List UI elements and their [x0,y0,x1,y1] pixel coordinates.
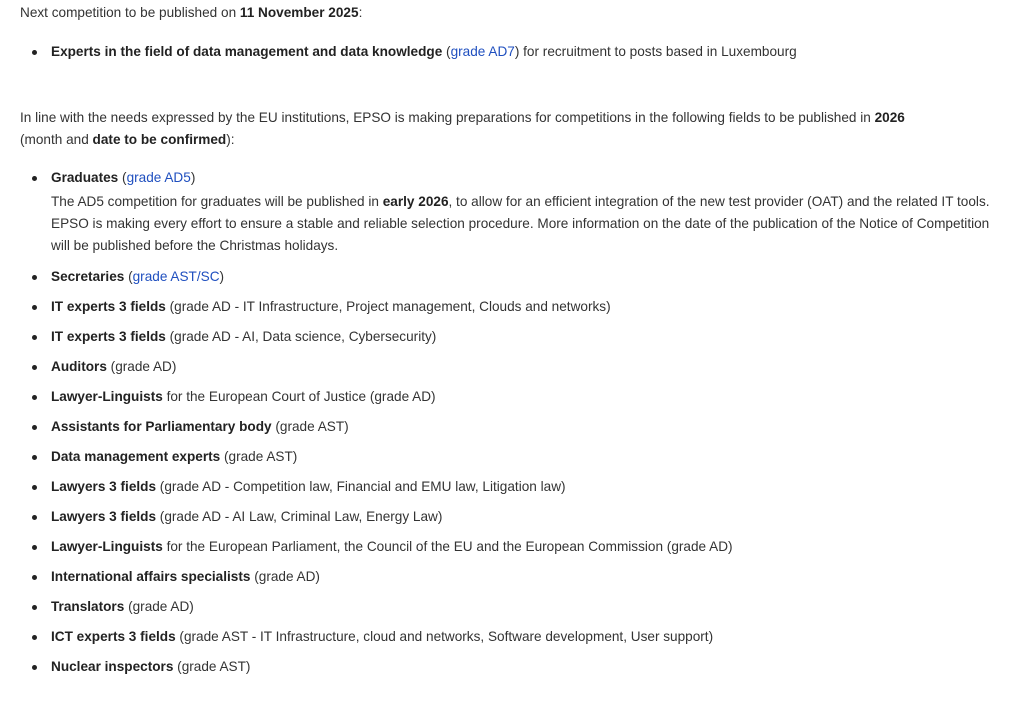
bullet-icon [32,446,38,468]
bullet-icon [32,41,38,63]
list-item-title: Translators [51,599,125,614]
list-item-title: Lawyers 3 fields [51,479,157,494]
bullet-icon [32,167,38,189]
list-item-title: Lawyer-Linguists [51,539,163,554]
list-item [20,656,995,678]
list-item-title: IT experts 3 fields [51,299,166,314]
list-item-title: Graduates [51,170,119,185]
list-item-title: Assistants for Parliamentary body [51,419,272,434]
bullet-icon [32,386,38,408]
bullet-icon [32,296,38,318]
list-item [20,326,995,348]
list-item [20,536,995,558]
bullet-icon [32,536,38,558]
list-item [20,596,995,618]
bullet-icon [32,476,38,498]
list-item-detail: (grade AD) [106,359,177,374]
bullet-icon [32,326,38,348]
graduates-description: The AD5 competition for graduates will be published in early 2026, to allow for an efficient integration of the new test provider (OAT) and the related IT tools. EPSO is making every effort to ensure a stable and reliable selection procedure. More information on the date of the publication of the Notice of Competition will be published before the Christmas holidays. [51,194,990,253]
list-item-detail: (grade AD - IT Infrastructure, Project management, Clouds and networks) [165,299,611,314]
next-competition-intro [20,2,995,24]
list-item-title: Nuclear inspectors [51,659,174,674]
list-item: Experts in the field of data management and data knowledge (grade AD7) for recruitment to posts based in Luxembourg [20,41,995,63]
list-item-detail: ) for recruitment to posts based in Luxembourg [514,44,797,59]
list-item-detail: (grade AD) [124,599,194,614]
list-item-detail: (grade AD - Competition law, Financial and EMU law, Litigation law) [156,479,566,494]
bullet-icon [32,626,38,648]
list-item [20,416,995,438]
date-to-be-confirmed: date to be confirmed [92,132,227,147]
early-2026: early 2026 [382,194,449,209]
list-item-detail: for the European Court of Justice (grade AD) [162,389,436,404]
bullet-icon [32,566,38,588]
list-item-title: Lawyer-Linguists [51,389,163,404]
list-item [20,446,995,468]
list-item-detail: (grade AST - IT Infrastructure, cloud and networks, Software development, User support) [175,629,714,644]
list-item-detail: (grade AD - AI Law, Criminal Law, Energy Law) [156,509,443,524]
list-item-title: Auditors [51,359,107,374]
list-item [20,296,995,318]
bullet-icon [32,266,38,288]
bullet-icon [32,596,38,618]
list-item-graduates: Graduates (grade AD5) The AD5 competition for graduates will be published in early 2026, to allow for an efficient integration of the new test provider (OAT) and the related IT tools. EPSO is making every effort to ensure a stable and reliable selection procedure. More information on the date of the publication of the Notice of Competition will be published before the Christmas holidays. [20,167,995,257]
next-competition-date: 11 November 2025 [239,5,359,20]
competitions-2026-list [20,167,995,678]
list-item-title: Experts in the field of data management and data knowledge [51,44,443,59]
list-item-title: Data management experts [51,449,221,464]
list-item-detail: (grade AD) [250,569,320,584]
list-item-detail: for the European Parliament, the Council of the EU and the European Commission (grade AD) [162,539,733,554]
grade-ad7-link[interactable]: grade AD7 [450,44,515,59]
next-competition-intro-suffix: : [358,5,363,20]
list-item-title: ICT experts 3 fields [51,629,176,644]
list-item [20,476,995,498]
list-item-title: Lawyers 3 fields [51,509,157,524]
bullet-icon [32,416,38,438]
list-item [20,566,995,588]
list-item [20,506,995,528]
grade-ast-sc-link[interactable]: grade AST/SC [132,269,220,284]
bullet-icon [32,506,38,528]
list-item-secretaries: Secretaries (grade AST/SC) [20,266,995,288]
list-item-title: IT experts 3 fields [51,329,166,344]
year-2026: 2026 [874,110,905,125]
bullet-icon [32,656,38,678]
next-competition-intro-text: Next competition to be published on [20,5,240,20]
list-item-detail: (grade AST) [271,419,349,434]
list-item-detail: (grade AD - AI, Data science, Cybersecurity) [165,329,437,344]
list-item-detail: (grade AST) [220,449,298,464]
list-item [20,356,995,378]
list-item [20,626,995,648]
competitions-2026-intro: In line with the needs expressed by the EU institutions, EPSO is making preparations for competitions in the following fields to be published in 2026 (month and date to be confirmed): [20,110,905,147]
list-item-title: Secretaries [51,269,125,284]
list-item [20,386,995,408]
grade-ad5-link[interactable]: grade AD5 [126,170,191,185]
next-competition-list [20,41,995,63]
list-item-detail: (grade AST) [173,659,251,674]
bullet-icon [32,356,38,378]
list-item-title: International affairs specialists [51,569,251,584]
